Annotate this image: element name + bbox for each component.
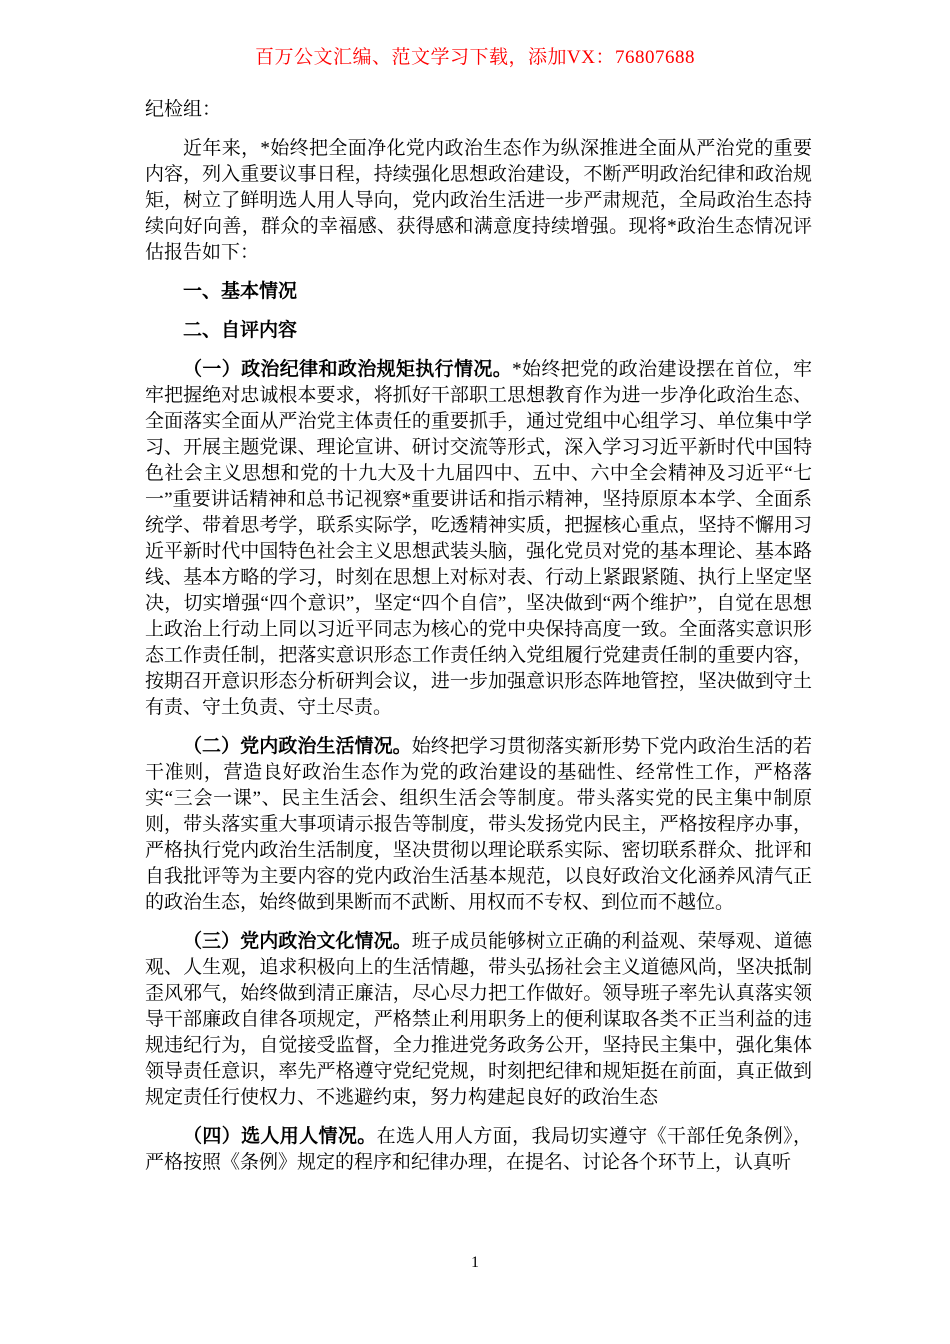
heading-self-evaluation: 二、自评内容 [183, 320, 298, 341]
promo-header-text: 百万公文汇编、范文学习下载，添加VX：76807688 [255, 47, 695, 68]
section-1-body: *始终把党的政治建设摆在首位，牢牢把握绝对忠诚根本要求，将抓好干部职工思想教育作为进一步净化政治生态、全面落实全面从严治党主体责任的重要抓手，通过党组中心组学习、单位集中学习、开展主题党课、理论宣讲、研讨交流等形式，深入学习习近平新时代中国特色社会主义思想和党的十九大及十九届四中、五中、六中全会精神及习近平“七一”重要讲话精神和总书记视察*重要讲话和指示精神，坚持原原本本学、全面系统学、带着思考学，联系实际学，吃透精神实质，把握核心重点，坚持不懈用习近平新时代中国特色社会主义思想武装头脑，强化党员对党的基本理论、基本路线、基本方略的学习，时刻在思想上对标对表、行动上紧跟紧随、执行上坚定坚决，切实增强“四个意识”，坚定“四个自信”，坚决做到“两个维护”，自觉在思想上政治上行动上同以习近平同志为核心的党中央保持高度一致。全面落实意识形态工作责任制，把落实意识形态工作责任纳入党组履行党建责任制的重要内容，按期召开意识形态分析研判会议，进一步加强意识形态阵地管控，坚决做到守土有责、守土负责、守土尽责。 [145, 359, 812, 718]
section-3-paragraph [145, 929, 812, 1111]
page-number: 1 [471, 1254, 479, 1271]
section-2-body: 始终把学习贯彻落实新形势下党内政治生活的若干准则，营造良好政治生态作为党的政治建设的基础性、经常性工作，严格落实“三会一课”、民主生活会、组织生活会等制度。带头落实党的民主集中制原则，带头落实重大事项请示报告等制度，带头发扬党内民主，严格按程序办事，严格执行党内政治生活制度，坚决贯彻以理论联系实际、密切联系群众、批评和自我批评等为主要内容的党内政治生活基本规范，以良好政治文化涵养风清气正的政治生态，始终做到果断而不武断、用权而不专权、到位而不越位。 [145, 736, 812, 913]
salutation: 纪检组： [145, 99, 222, 120]
document-body [145, 97, 812, 1176]
section-3-body: 班子成员能够树立正确的利益观、荣辱观、道德观、人生观，追求积极向上的生活情趣，带头弘扬社会主义道德风尚，坚决抵制歪风邪气，始终做到清正廉洁，尽心尽力把工作做好。领导班子率先认真落实领导干部廉政自律各项规定，严格禁止利用职务上的便利谋取各类不正当利益的违规违纪行为，自觉接受监督，全力推进党务政务公开，坚持民主集中，强化集体领导责任意识，率先严格遵守党纪党规，时刻把纪律和规矩挺在前面，真正做到规定责任行使权力、不逃避约束，努力构建起良好的政治生态 [145, 931, 812, 1108]
section-2-paragraph [145, 734, 812, 916]
intro-paragraph: 近年来，*始终把全面净化党内政治生态作为纵深推进全面从严治党的重要内容，列入重要议事日程，持续强化思想政治建设，不断严明政治纪律和政治规矩，树立了鲜明选人用人导向，党内政治生活进一步严肃规范，全局政治生态持续向好向善，群众的幸福感、获得感和满意度持续增强。现将*政治生态情况评估报告如下： [145, 138, 812, 263]
section-4-paragraph [145, 1124, 812, 1176]
section-4-body: 在选人用人方面，我局切实遵守《干部任免条例》，严格按照《条例》规定的程序和纪律办理，在提名、讨论各个环节上，认真听 [145, 1126, 812, 1173]
section-2-lead: （二）党内政治生活情况。 [183, 736, 412, 757]
section-3-lead: （三）党内政治文化情况。 [183, 931, 412, 952]
promo-header [0, 0, 950, 69]
section-1-lead: （一）政治纪律和政治规矩执行情况。 [183, 359, 513, 380]
section-4-lead: （四）选人用人情况。 [183, 1126, 377, 1147]
heading-basic-situation: 一、基本情况 [183, 281, 298, 302]
section-1-paragraph [145, 357, 812, 721]
